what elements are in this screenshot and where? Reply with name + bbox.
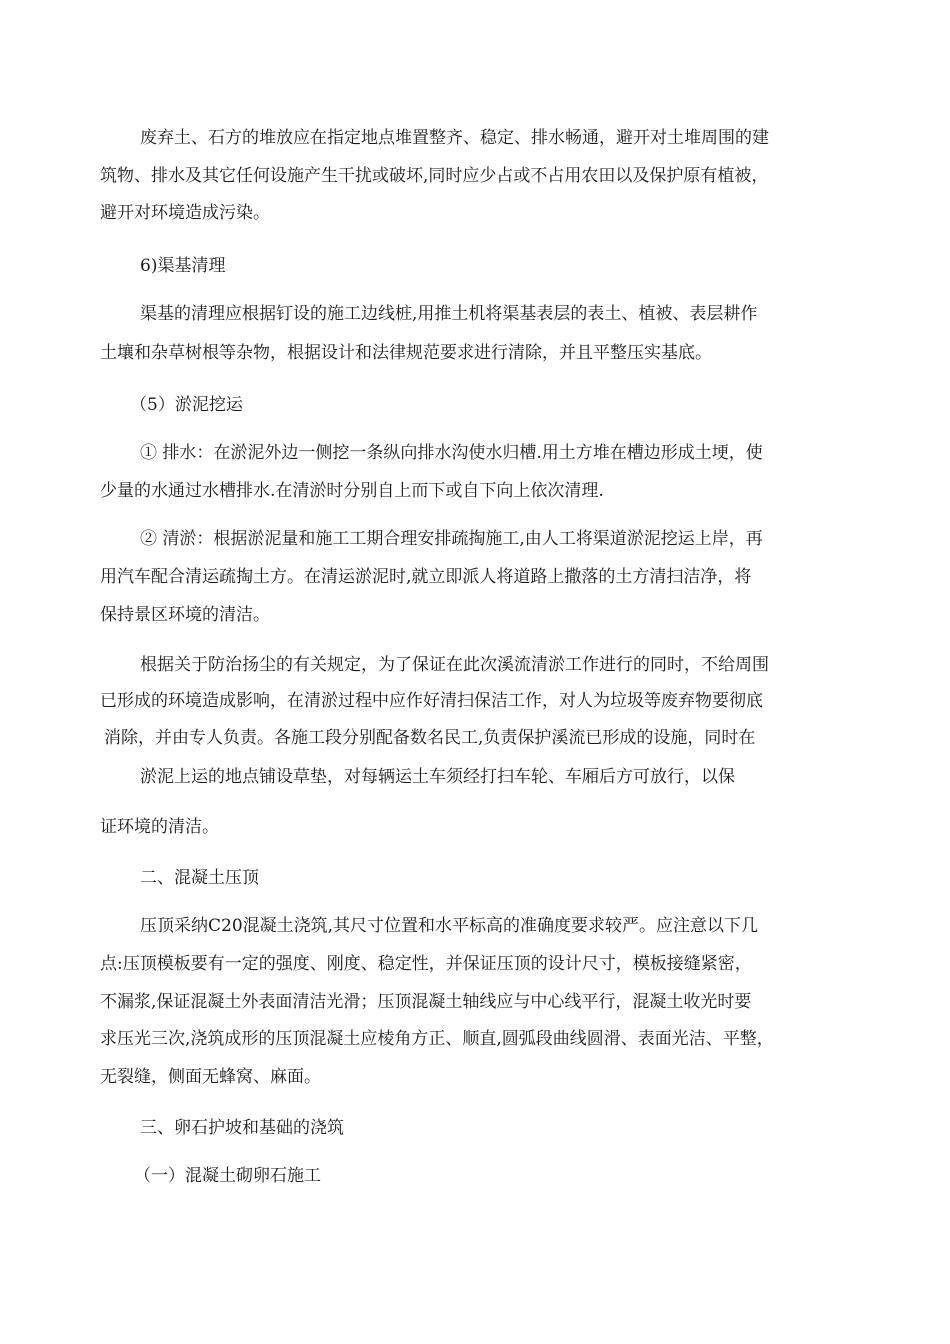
concrete-paragraph-line: 不漏浆,保证混凝土外表面清洁光滑；压顶混凝土轴线应与中心线平行，混凝土收光时要 (100, 992, 752, 1012)
dust-paragraph-line: 淤泥上运的地点铺设草垫，对每辆运土车须经打扫车轮、车厢后方可放行，以保 (140, 767, 735, 787)
section-heading-pebble-slope: 三、卵石护坡和基础的浇筑 (140, 1118, 344, 1138)
concrete-paragraph-line: 压顶采纳C20混凝土浇筑,其尺寸位置和水平标高的准确度要求较严。应注意以下几 (140, 916, 759, 936)
waste-paragraph-line: 筑物、排水及其它任何设施产生干扰或破坏,同时应少占或不占用农田以及保护原有植被， (100, 166, 769, 186)
dredging-paragraph-line: ② 清淤：根据淤泥量和施工工期合理安排疏掏施工,由人工将渠道淤泥挖运上岸，再 (140, 529, 763, 549)
waste-paragraph-line: 避开对环境造成污染。 (100, 203, 270, 223)
section-heading-silt-removal: （5）淤泥挖运 (130, 395, 243, 415)
concrete-paragraph-line: 无裂缝，侧面无蜂窝、麻面。 (100, 1067, 321, 1087)
dust-paragraph-line: 消除，并由专人负责。各施工段分别配备数名民工,负责保护溪流已形成的设施，同时在 (104, 728, 756, 748)
section-heading-concrete-coping: 二、混凝土压顶 (140, 868, 259, 888)
dust-paragraph-line: 已形成的环境造成影响，在清淤过程中应作好清扫保洁工作，对人为垃圾等废弃物要彻底 (100, 691, 763, 711)
subsection-heading-concrete-pebble: （一）混凝土砌卵石施工 (134, 1166, 321, 1186)
drainage-paragraph-line: 少量的水通过水槽排水.在清淤时分别自上而下或自下向上依次清理. (100, 481, 604, 501)
canal-paragraph-line: 渠基的清理应根据钉设的施工边线桩,用推土机将渠基表层的表土、植被、表层耕作 (140, 304, 758, 324)
canal-paragraph-line: 土壤和杂草树根等杂物，根据设计和法律规范要求进行清除，并且平整压实基底。 (100, 343, 712, 363)
drainage-paragraph-line: ① 排水：在淤泥外边一侧挖一条纵向排水沟使水归槽.用土方堆在槽边形成土埂，使 (140, 443, 763, 463)
waste-paragraph-line: 废弃土、石方的堆放应在指定地点堆置整齐、稳定、排水畅通，避开对土堆周围的建 (140, 128, 769, 148)
dredging-paragraph-line: 用汽车配合清运疏掏土方。在清运淤泥时,就立即派人将道路上撒落的土方清扫洁净，将 (100, 567, 752, 587)
concrete-paragraph-line: 求压光三次,浇筑成形的压顶混凝土应棱角方正、顺直,圆弧段曲线圆滑、表面光洁、平整， (100, 1029, 774, 1049)
dust-paragraph-line: 根据关于防治扬尘的有关规定，为了保证在此次溪流清淤工作进行的同时，不给周围 (140, 655, 769, 675)
concrete-paragraph-line: 点:压顶模板要有一定的强度、刚度、稳定性，并保证压顶的设计尺寸，模板接缝紧密， (100, 954, 752, 974)
section-heading-canal-clearing: 6)渠基清理 (140, 256, 226, 276)
dredging-paragraph-line: 保持景区环境的清洁。 (100, 605, 270, 625)
dust-paragraph-line: 证环境的清洁。 (100, 817, 219, 837)
